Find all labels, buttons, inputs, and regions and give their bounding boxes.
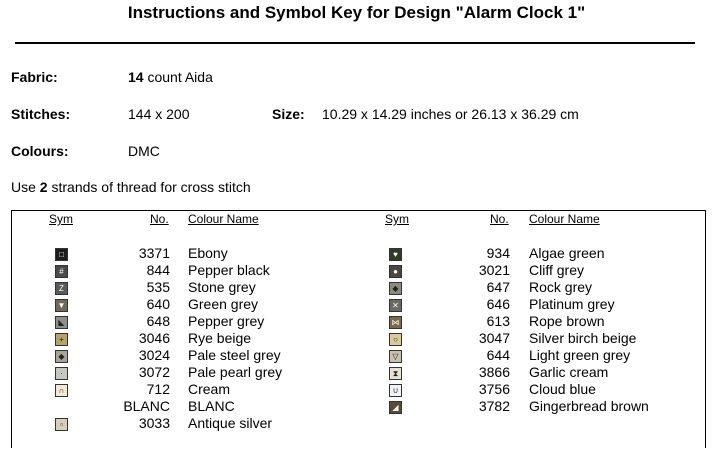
colour-name: BLANC bbox=[188, 398, 235, 414]
colour-name: Pale steel grey bbox=[188, 347, 281, 363]
colour-name: Pale pearl grey bbox=[188, 364, 283, 380]
dmc-number: 3782 bbox=[478, 398, 510, 414]
hollow-square-icon: □ bbox=[55, 248, 68, 261]
colour-name: Antique silver bbox=[188, 415, 273, 431]
colours-value: DMC bbox=[128, 143, 160, 159]
title-divider bbox=[15, 42, 695, 44]
thread-note bbox=[11, 179, 251, 195]
key-row bbox=[0, 313, 713, 330]
key-row bbox=[0, 381, 713, 398]
header-sym-right: Sym bbox=[385, 212, 409, 226]
colour-name: Rock grey bbox=[529, 279, 593, 295]
plus-icon: + bbox=[55, 333, 68, 346]
colour-name: Platinum grey bbox=[529, 296, 615, 312]
z-icon: Z bbox=[55, 282, 68, 295]
header-sym-left: Sym bbox=[49, 212, 73, 226]
fabric-count: 14 bbox=[128, 69, 144, 85]
heart-icon: ♥ bbox=[389, 248, 402, 261]
dmc-number: 613 bbox=[486, 313, 510, 329]
dmc-number: 3024 bbox=[138, 347, 170, 363]
colour-name: Rope brown bbox=[529, 313, 605, 329]
key-row bbox=[0, 347, 713, 364]
key-row bbox=[0, 279, 713, 296]
fabric-type: count Aida bbox=[143, 69, 213, 85]
arch-icon: ∩ bbox=[55, 384, 68, 397]
key-row bbox=[0, 364, 713, 381]
colour-name: Algae green bbox=[529, 245, 605, 261]
fabric-label: Fabric: bbox=[11, 69, 58, 85]
corner-triangle-icon: ◣ bbox=[55, 316, 68, 329]
key-row bbox=[0, 415, 713, 432]
page-title: Instructions and Symbol Key for Design "Alarm Clock 1" bbox=[127, 3, 586, 22]
circle-icon: ● bbox=[389, 265, 402, 278]
hash-icon: # bbox=[55, 265, 68, 278]
size-label: Size: bbox=[272, 106, 305, 122]
diamond-icon: ◆ bbox=[55, 350, 68, 363]
colour-name: Cream bbox=[188, 381, 231, 397]
dmc-number: 3072 bbox=[138, 364, 170, 380]
cup-icon: ∪ bbox=[389, 384, 402, 397]
diamond-outline-icon: ◆ bbox=[389, 282, 402, 295]
down-triangle-icon: ▼ bbox=[55, 299, 68, 312]
colour-name: Cliff grey bbox=[529, 262, 584, 278]
colour-name: Pepper black bbox=[188, 262, 270, 278]
key-row bbox=[0, 245, 713, 262]
key-row bbox=[0, 398, 713, 415]
dmc-number: 844 bbox=[146, 262, 170, 278]
dmc-number: BLANC bbox=[123, 398, 170, 414]
dmc-number: 712 bbox=[146, 381, 170, 397]
colour-name: Gingerbread brown bbox=[529, 398, 649, 414]
header-no-right: No. bbox=[490, 212, 509, 226]
colour-name: Pepper grey bbox=[188, 313, 265, 329]
colour-name: Cloud blue bbox=[529, 381, 596, 397]
stitches-label: Stitches: bbox=[11, 106, 71, 122]
header-name-left: Colour Name bbox=[188, 212, 259, 226]
note-prefix: Use bbox=[11, 179, 40, 195]
colour-name: Stone grey bbox=[188, 279, 256, 295]
note-suffix: strands of thread for cross stitch bbox=[47, 179, 251, 195]
hourglass-icon: ⧗ bbox=[389, 367, 402, 380]
diagonal-triangle-icon: ◢ bbox=[389, 401, 402, 414]
dmc-number: 648 bbox=[146, 313, 170, 329]
colour-name: Ebony bbox=[188, 245, 228, 261]
dot-icon: · bbox=[55, 367, 68, 380]
colour-name: Green grey bbox=[188, 296, 259, 312]
colour-name: Light green grey bbox=[529, 347, 631, 363]
dmc-number: 640 bbox=[146, 296, 170, 312]
small-square-icon: ▫ bbox=[55, 418, 68, 431]
bowtie-icon: ⋈ bbox=[389, 316, 402, 329]
dmc-number: 3047 bbox=[478, 330, 510, 346]
key-row bbox=[0, 330, 713, 347]
key-row bbox=[0, 296, 713, 313]
dmc-number: 3033 bbox=[138, 415, 170, 431]
dmc-number: 644 bbox=[486, 347, 510, 363]
colours-label: Colours: bbox=[11, 143, 69, 159]
x-icon: ✕ bbox=[389, 299, 402, 312]
colour-name: Silver birch beige bbox=[529, 330, 637, 346]
dmc-number: 3021 bbox=[478, 262, 510, 278]
header-no-left: No. bbox=[150, 212, 169, 226]
colour-name: Rye beige bbox=[188, 330, 252, 346]
dmc-number: 934 bbox=[486, 245, 510, 261]
size-value: 10.29 x 14.29 inches or 26.13 x 36.29 cm bbox=[322, 106, 579, 122]
down-triangle-outline-icon: ▽ bbox=[389, 350, 402, 363]
dmc-number: 3046 bbox=[138, 330, 170, 346]
key-row bbox=[0, 262, 713, 279]
dmc-number: 535 bbox=[146, 279, 170, 295]
ring-icon: ○ bbox=[389, 333, 402, 346]
dmc-number: 3756 bbox=[478, 381, 510, 397]
dmc-number: 3371 bbox=[138, 245, 170, 261]
colour-name: Garlic cream bbox=[529, 364, 609, 380]
fabric-value bbox=[128, 69, 213, 85]
dmc-number: 646 bbox=[486, 296, 510, 312]
note-strands: 2 bbox=[39, 179, 48, 195]
dmc-number: 3866 bbox=[478, 364, 510, 380]
dmc-number: 647 bbox=[486, 279, 510, 295]
header-name-right: Colour Name bbox=[529, 212, 600, 226]
stitches-value: 144 x 200 bbox=[128, 106, 190, 122]
